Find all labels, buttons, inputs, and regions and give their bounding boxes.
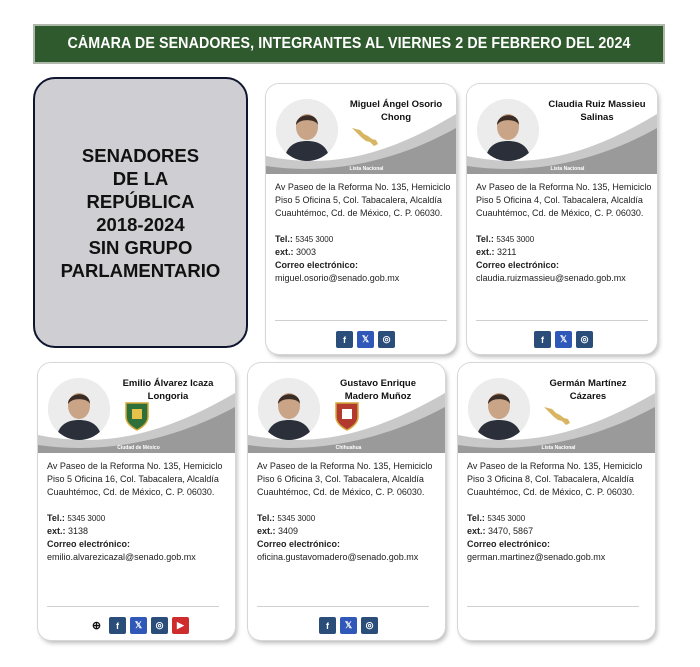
ext-label: ext.:: [257, 526, 276, 536]
title-line: REPÚBLICA: [86, 190, 195, 212]
divider: [476, 320, 648, 321]
tel-label: Tel.:: [476, 234, 494, 244]
title-line: PARLAMENTARIO: [60, 259, 221, 281]
person-silhouette: [258, 378, 320, 440]
divider: [47, 606, 219, 607]
senator-card: [38, 363, 235, 640]
senator-card: [248, 363, 445, 640]
email-link[interactable]: german.martinez@senado.gob.mx: [467, 552, 606, 562]
ext-line: [257, 525, 435, 538]
mexico-map-icon: [350, 122, 380, 152]
ext-line: [467, 525, 645, 538]
mexico-map-icon-graphic: [542, 401, 572, 431]
email-label: Correo electrónico:: [257, 539, 341, 549]
instagram-icon[interactable]: ◎: [576, 331, 593, 348]
divider: [257, 606, 429, 607]
email-link[interactable]: oficina.gustavomadero@senado.gob.mx: [257, 552, 419, 562]
facebook-icon[interactable]: f: [336, 331, 353, 348]
phone-line: [476, 233, 654, 246]
ext-line: [275, 246, 453, 259]
ext-label: ext.:: [476, 247, 495, 257]
contact-info: [257, 460, 435, 564]
header-banner: [33, 24, 665, 64]
region-label: Lista Nacional: [349, 166, 384, 172]
senator-name: Gustavo Enrique Madero Muñoz: [339, 378, 416, 402]
ext-line: [47, 525, 225, 538]
title-line: SENADORES: [81, 144, 200, 166]
senator-photo: [468, 378, 530, 440]
phone-number: 5345 3000: [487, 514, 526, 523]
youtube-icon[interactable]: ▶: [172, 617, 189, 634]
senator-photo: [258, 378, 320, 440]
region-label: Chihuahua: [335, 445, 362, 451]
phone-line: [47, 512, 225, 525]
senator-card: [467, 84, 657, 354]
phone-line: [275, 233, 453, 246]
email-link[interactable]: claudia.ruizmassieu@senado.gob.mx: [476, 273, 626, 283]
title-line: SIN GRUPO: [88, 236, 193, 258]
person-silhouette: [468, 378, 530, 440]
email-link[interactable]: emilio.alvarezicazal@senado.gob.mx: [47, 552, 196, 562]
region-label: Lista Nacional: [541, 445, 576, 451]
extension-number: 3409: [278, 526, 299, 536]
senator-name: Claudia Ruiz Massieu Salinas: [548, 99, 646, 123]
social-links: [534, 331, 593, 348]
senator-photo: [477, 99, 539, 161]
phone-line: [467, 512, 645, 525]
group-title-box: [33, 77, 248, 348]
facebook-icon[interactable]: f: [319, 617, 336, 634]
office-address: Av Paseo de la Reforma No. 135, Hemiciclo Piso 3 Oficina 8, Col. Tabacalera, Alcaldía Cuauhtémoc, Cd. de México, C. P. 06030.: [467, 461, 643, 497]
ext-label: ext.:: [275, 247, 294, 257]
x-twitter-icon[interactable]: 𝕏: [340, 617, 357, 634]
instagram-icon[interactable]: ◎: [151, 617, 168, 634]
divider: [467, 606, 639, 607]
social-links: [88, 617, 189, 634]
instagram-icon[interactable]: ◎: [361, 617, 378, 634]
office-address: Av Paseo de la Reforma No. 135, Hemiciclo Piso 5 Oficina 4, Col. Tabacalera, Alcaldía Cuauhtémoc, Cd. de México, C. P. 06030.: [476, 182, 652, 218]
senator-name: Germán Martínez Cázares: [549, 378, 627, 402]
office-address: Av Paseo de la Reforma No. 135, Hemiciclo Piso 6 Oficina 3, Col. Tabacalera, Alcaldía Cuauhtémoc, Cd. de México, C. P. 06030.: [257, 461, 433, 497]
facebook-icon[interactable]: f: [534, 331, 551, 348]
extension-number: 3138: [68, 526, 89, 536]
email-label: Correo electrónico:: [275, 260, 359, 270]
region-label: Lista Nacional: [550, 166, 585, 172]
person-silhouette: [477, 99, 539, 161]
ext-label: ext.:: [47, 526, 66, 536]
social-links: [319, 617, 378, 634]
extension-number: 3211: [497, 247, 517, 257]
tel-label: Tel.:: [47, 513, 65, 523]
ext-line: [476, 246, 654, 259]
banner-title: CÁMARA DE SENADORES, INTEGRANTES AL VIERNES 2 DE FEBRERO DEL 2024: [67, 35, 631, 52]
senator-photo: [48, 378, 110, 440]
senator-card: [458, 363, 655, 640]
email-link[interactable]: miguel.osorio@senado.gob.mx: [275, 273, 400, 283]
person-silhouette: [276, 99, 338, 161]
senator-card: [266, 84, 456, 354]
email-label: Correo electrónico:: [467, 539, 551, 549]
email-label: Correo electrónico:: [476, 260, 560, 270]
divider: [275, 320, 447, 321]
mexico-map-icon-graphic: [350, 122, 380, 152]
extension-number: 3003: [296, 247, 317, 257]
tel-label: Tel.:: [467, 513, 485, 523]
x-twitter-icon[interactable]: 𝕏: [130, 617, 147, 634]
title-line: 2018-2024: [96, 213, 185, 235]
mexico-map-icon: [542, 401, 572, 431]
office-address: Av Paseo de la Reforma No. 135, Hemiciclo Piso 5 Oficina 5, Col. Tabacalera, Alcaldía Cuauhtémoc, Cd. de México, C. P. 06030.: [275, 182, 451, 218]
chihuahua-shield-icon: [332, 401, 362, 431]
contact-info: [47, 460, 225, 564]
contact-info: [275, 181, 453, 285]
senator-photo: [276, 99, 338, 161]
tel-label: Tel.:: [257, 513, 275, 523]
x-twitter-icon[interactable]: 𝕏: [555, 331, 572, 348]
email-label: Correo electrónico:: [47, 539, 131, 549]
cdmx-shield-icon: [122, 401, 152, 431]
chihuahua-shield-icon-graphic: [332, 401, 362, 431]
facebook-icon[interactable]: f: [109, 617, 126, 634]
globe-icon[interactable]: ⊕: [88, 617, 105, 634]
instagram-icon[interactable]: ◎: [378, 331, 395, 348]
region-label: Ciudad de México: [117, 445, 160, 451]
group-title: [61, 144, 221, 282]
cdmx-shield-icon-graphic: [122, 401, 152, 431]
extension-number: 3470, 5867: [488, 526, 534, 536]
phone-number: 5345 3000: [277, 514, 316, 523]
title-line: DE LA: [112, 167, 169, 189]
tel-label: Tel.:: [275, 234, 293, 244]
person-silhouette: [48, 378, 110, 440]
phone-line: [257, 512, 435, 525]
senator-name: Emilio Álvarez Icaza Longoria: [122, 378, 214, 402]
ext-label: ext.:: [467, 526, 486, 536]
phone-number: 5345 3000: [67, 514, 106, 523]
x-twitter-icon[interactable]: 𝕏: [357, 331, 374, 348]
social-links: [336, 331, 395, 348]
contact-info: [467, 460, 645, 564]
contact-info: [476, 181, 654, 285]
senator-name: Miguel Ángel Osorio Chong: [349, 99, 443, 123]
office-address: Av Paseo de la Reforma No. 135, Hemiciclo Piso 5 Oficina 16, Col. Tabacalera, Alcaldía Cuauhtémoc, Cd. de México, C. P. 06030.: [47, 461, 223, 497]
phone-number: 5345 3000: [496, 235, 535, 244]
phone-number: 5345 3000: [295, 235, 334, 244]
